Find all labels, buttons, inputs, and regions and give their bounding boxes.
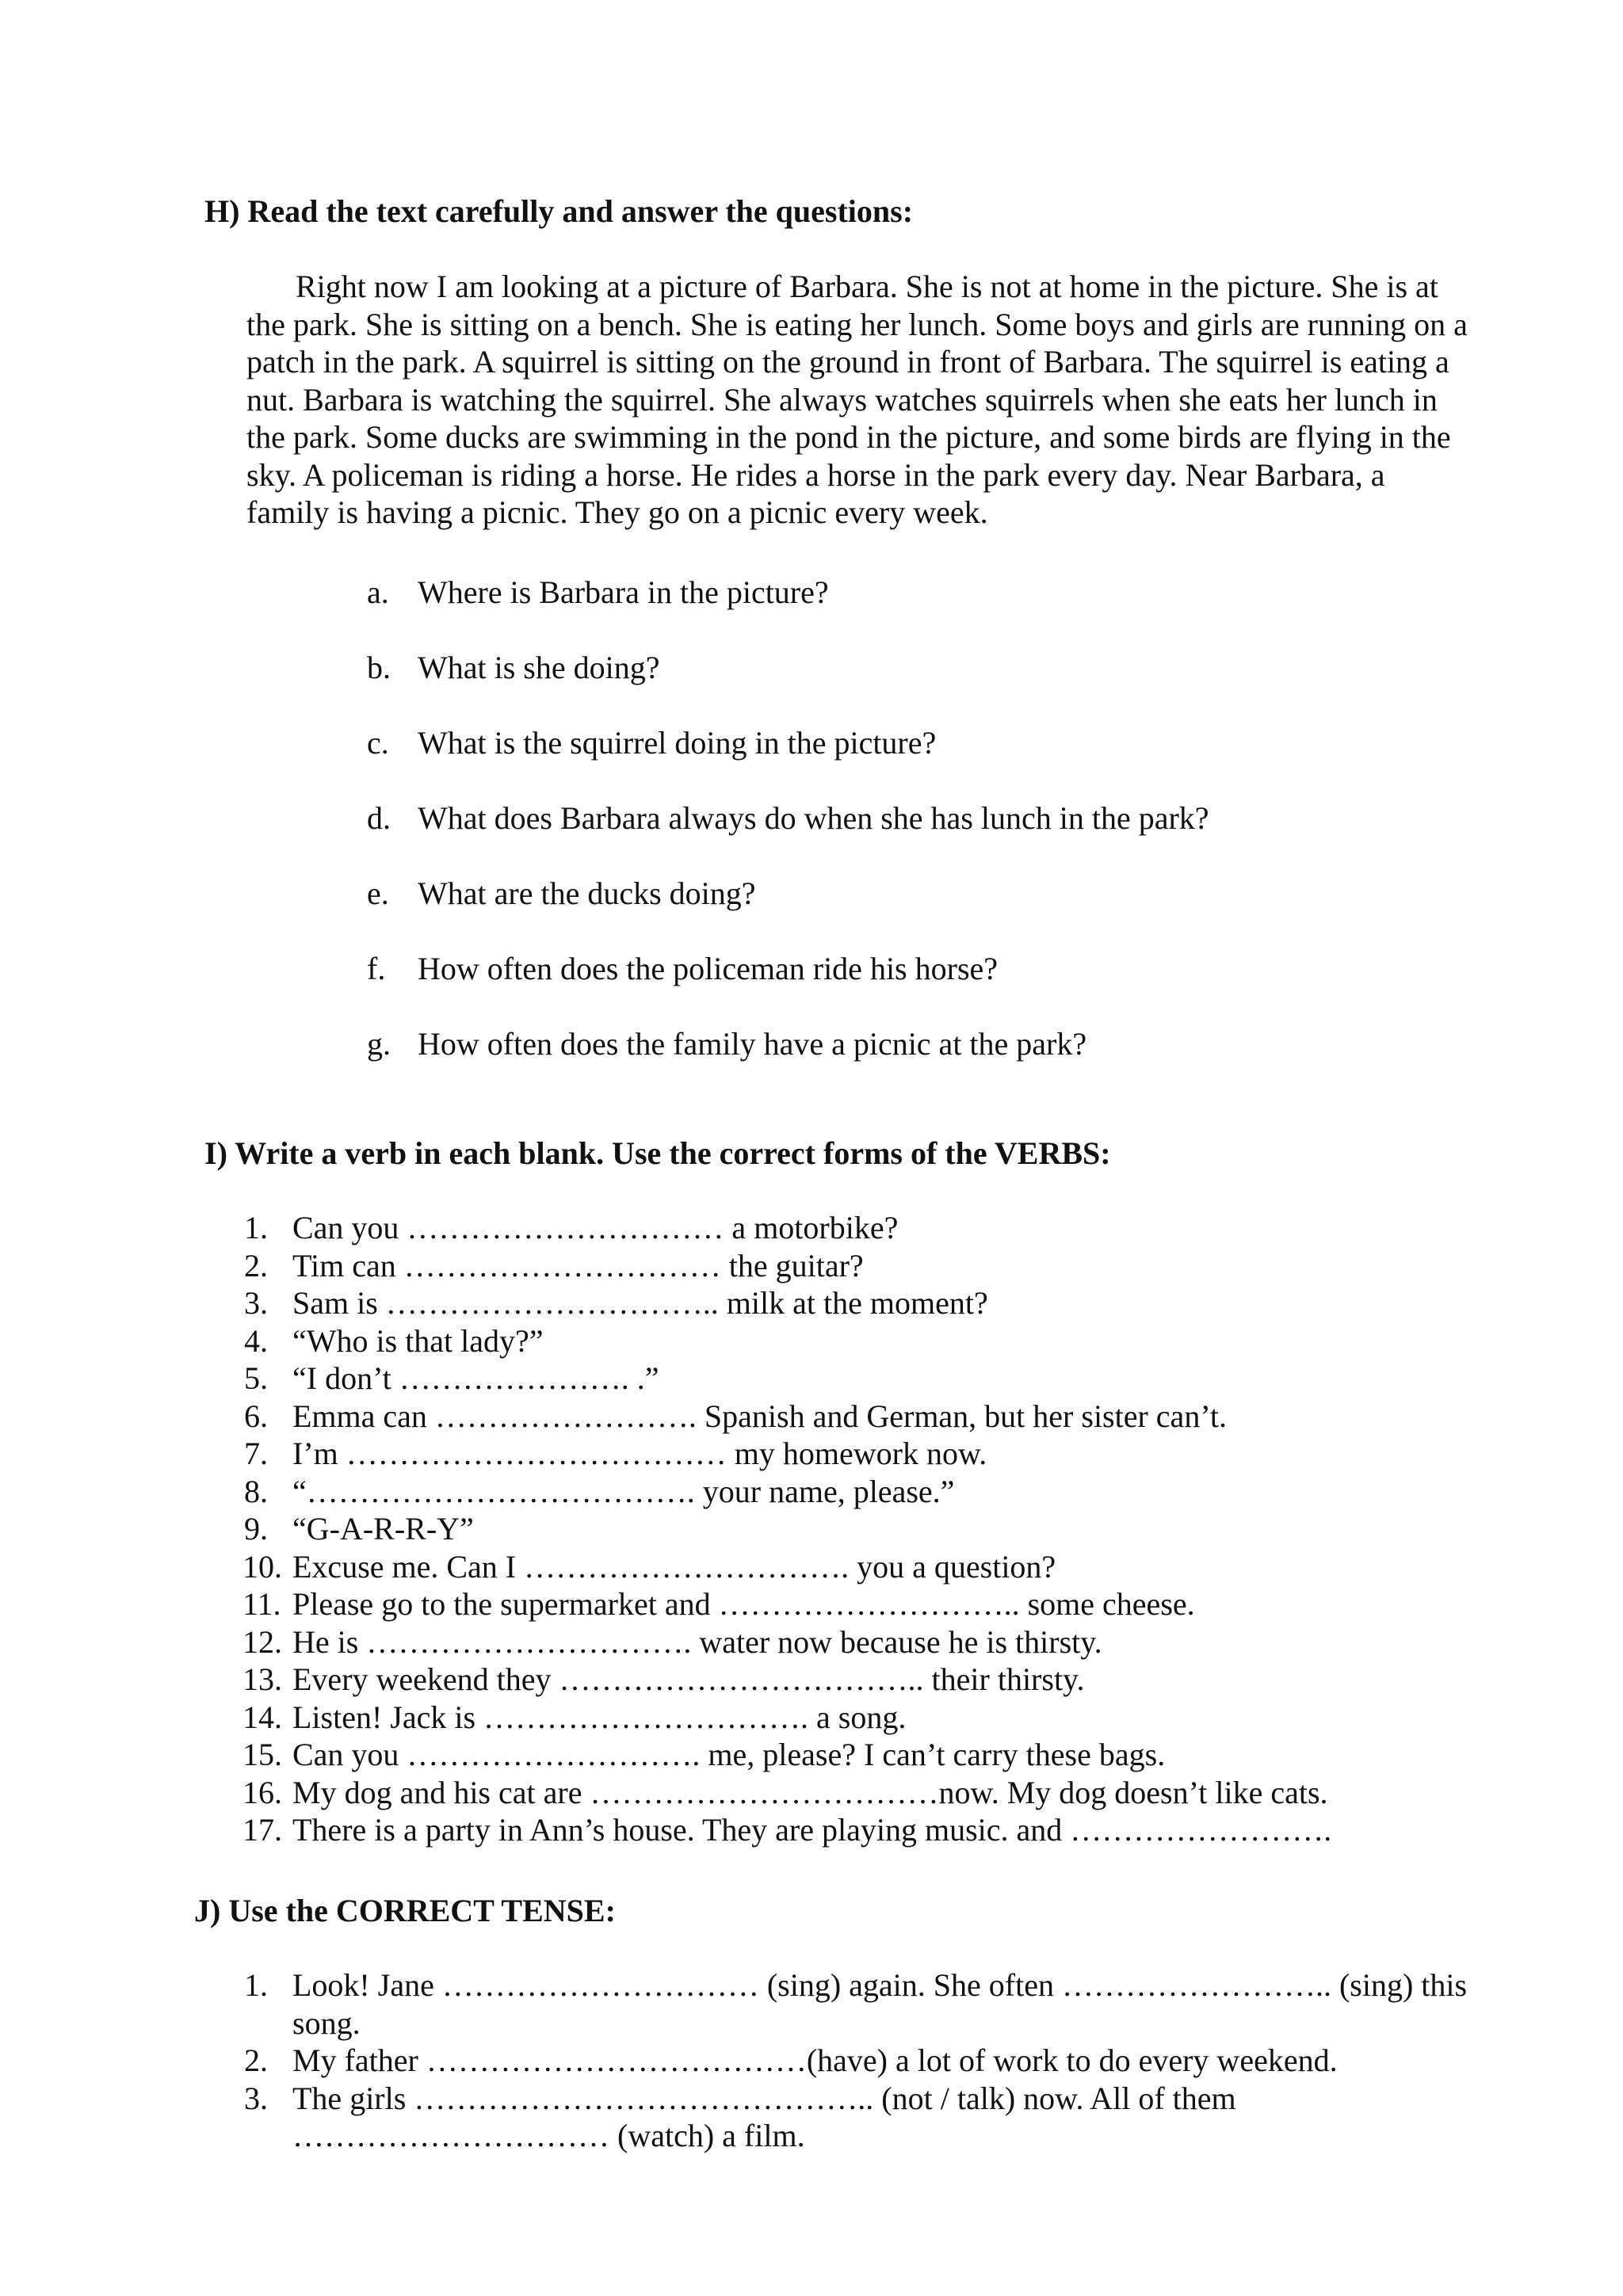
list-item — [242, 1699, 1592, 1737]
question-text: How often does the policeman ride his horse? — [418, 951, 999, 986]
list-item — [245, 1247, 1592, 1285]
item-number: 1. — [244, 1967, 268, 2003]
list-item — [245, 1435, 1592, 1473]
item-text: My father ………………………………(have) a lot of work to do every weekend. — [292, 2042, 1338, 2078]
item-number: 15. — [242, 1737, 282, 1772]
list-item — [242, 1548, 1592, 1586]
list-item — [245, 1510, 1592, 1548]
item-number: 3. — [244, 1285, 268, 1321]
item-text: “G-A-R-R-Y” — [292, 1511, 474, 1547]
item-number: 9. — [244, 1511, 268, 1547]
item-text: My dog and his cat are ……………………………now. My dog doesn’t like cats. — [292, 1774, 1328, 1810]
item-text: He is …………………………. water now because he is thirsty. — [292, 1623, 1102, 1660]
question-letter: f. — [367, 951, 386, 986]
list-item — [245, 1284, 1592, 1322]
list-item — [245, 2042, 1481, 2080]
list-item — [242, 1774, 1592, 1812]
question-text: How often does the family have a picnic at the park? — [418, 1026, 1087, 1062]
item-text: Sam is ………………………….. milk at the moment? — [292, 1285, 988, 1321]
list-item — [242, 1736, 1592, 1774]
item-number: 6. — [244, 1398, 268, 1434]
question-letter: d. — [367, 800, 391, 836]
question-text: What are the ducks doing? — [418, 875, 756, 911]
item-text: Tim can ………………………… the guitar? — [292, 1247, 864, 1283]
item-number: 4. — [244, 1322, 268, 1359]
question-letter: a. — [367, 574, 389, 610]
list-item — [242, 1623, 1592, 1661]
list-item — [245, 2080, 1481, 2155]
item-number: 2. — [244, 1247, 268, 1283]
list-item — [242, 1661, 1592, 1699]
item-number: 13. — [242, 1661, 282, 1697]
item-text: I’m ……………………………… my homework now. — [292, 1436, 987, 1471]
section-j-heading: J) Use the CORRECT TENSE: — [194, 1893, 616, 1928]
item-number: 11. — [242, 1586, 281, 1622]
item-text: Look! Jane ………………………… (sing) again. She often …………………….. (sing) this song. — [292, 1967, 1468, 2041]
item-number: 8. — [244, 1473, 268, 1509]
question-text: What is the squirrel doing in the picture? — [418, 725, 937, 761]
item-number: 14. — [242, 1699, 282, 1735]
item-text: Every weekend they …………………………….. their thirsty. — [292, 1661, 1085, 1697]
item-text: Can you ………………………. me, please? I can’t carry these bags. — [292, 1737, 1166, 1772]
list-item — [245, 1966, 1481, 2042]
item-text: There is a party in Ann’s house. They are playing music. and ……………………. — [292, 1812, 1332, 1848]
question-letter: e. — [367, 875, 389, 911]
item-text: Please go to the supermarket and ……………………….. some cheese. — [292, 1586, 1195, 1622]
item-text: Excuse me. Can I …………………………. you a question? — [292, 1548, 1056, 1585]
item-number: 1. — [244, 1210, 268, 1245]
item-text: The girls …………………………………….. (not / talk) now. All of them ………………………… (watch) a film. — [292, 2080, 1236, 2153]
section-h-heading: H) Read the text carefully and answer the questions: — [204, 193, 914, 229]
list-item — [245, 1473, 1592, 1511]
reading-passage: Right now I am looking at a picture of Barbara. She is not at home in the picture. She is at the park. She is sitting on a bench. She is eating her lunch. Some boys and girls are running on a patch in the park. A squirrel is sitting on the ground in front of Barbara. The squirrel is eating a nut. Barbara is watching the squirrel. She always watches squirrels when she eats her lunch in the park. Some ducks are swimming in the pond in the picture, and some birds are flying in the sky. A policeman is riding a horse. He rides a horse in the park every day. Near Barbara, a family is having a picnic. They go on a picnic every week. — [246, 269, 1468, 530]
list-item — [245, 1322, 1592, 1360]
verb-blank-list — [242, 1209, 1592, 1849]
list-item — [245, 1209, 1592, 1247]
question-letter: c. — [367, 725, 389, 761]
item-text: Listen! Jack is …………………………. a song. — [292, 1699, 907, 1735]
item-number: 10. — [242, 1548, 282, 1585]
list-item — [245, 1398, 1592, 1436]
list-item — [245, 1360, 1592, 1398]
item-text: Can you ………………………… a motorbike? — [292, 1210, 899, 1245]
question-letter: g. — [367, 1026, 391, 1062]
item-text: “I don’t …………………. .” — [292, 1360, 659, 1396]
item-text: “Who is that lady?” — [292, 1322, 544, 1359]
item-number: 3. — [244, 2080, 268, 2116]
question-text: Where is Barbara in the picture? — [418, 574, 829, 610]
item-number: 17. — [242, 1812, 282, 1848]
tense-exercise-list — [245, 1966, 1481, 2155]
list-item — [242, 1811, 1592, 1849]
item-number: 12. — [242, 1623, 282, 1660]
item-text: Emma can ……………………. Spanish and German, but her sister can’t. — [292, 1398, 1228, 1434]
list-item — [242, 1585, 1592, 1623]
item-number: 5. — [244, 1360, 268, 1396]
item-text: “………………………………. your name, please.” — [292, 1473, 955, 1509]
section-i-heading: I) Write a verb in each blank. Use the correct forms of the VERBS: — [204, 1135, 1111, 1171]
question-text: What does Barbara always do when she has lunch in the park? — [418, 800, 1209, 836]
question-letter: b. — [367, 650, 391, 685]
item-number: 16. — [242, 1774, 282, 1810]
item-number: 7. — [244, 1436, 268, 1471]
question-text: What is she doing? — [418, 650, 660, 685]
item-number: 2. — [244, 2042, 268, 2078]
